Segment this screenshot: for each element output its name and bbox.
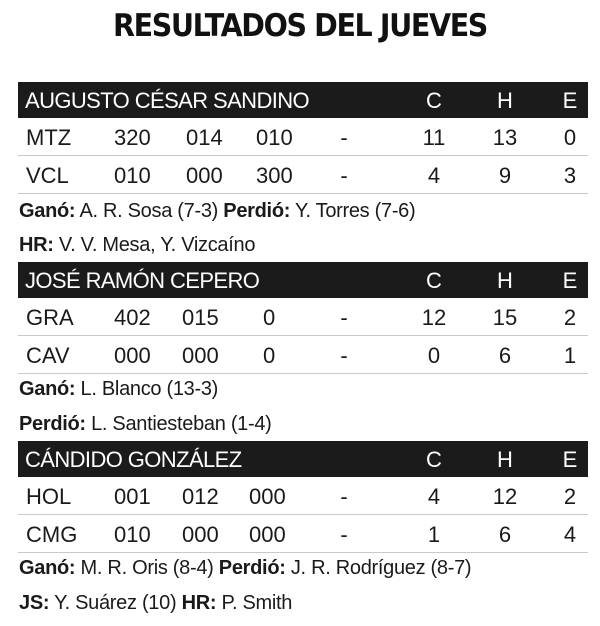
team-name: MTZ — [26, 125, 72, 150]
separator-dash: - — [340, 125, 348, 150]
errors: 2 — [563, 484, 577, 509]
team-name: CAV — [26, 343, 70, 368]
separator-dash: - — [340, 163, 348, 188]
col-header-e: E — [562, 447, 578, 472]
innings-4-6: 014 — [186, 125, 223, 150]
homerun-hitters: V. V. Mesa, Y. Vizcaíno — [58, 234, 256, 256]
venue-name: AUGUSTO CÉSAR SANDINO — [25, 88, 310, 113]
innings-1-3: 320 — [114, 125, 151, 150]
innings-1-3: 000 — [114, 343, 151, 368]
score-row — [18, 156, 588, 194]
runs: 11 — [422, 125, 446, 150]
score-row — [18, 298, 588, 336]
venue-header-bar — [18, 441, 588, 477]
col-header-h: H — [497, 268, 513, 293]
innings-7-9: 0 — [263, 343, 276, 368]
col-header-c: C — [426, 268, 442, 293]
loss-label: Perdió: — [19, 413, 86, 435]
innings-4-6: 012 — [182, 484, 219, 509]
errors: 2 — [563, 305, 577, 330]
innings-4-6: 000 — [182, 522, 219, 547]
errors: 3 — [563, 163, 577, 188]
homerun-note — [19, 234, 255, 257]
innings-1-3: 010 — [114, 163, 151, 188]
hr-label: HR: — [181, 592, 217, 614]
venue-name: CÁNDIDO GONZÁLEZ — [25, 447, 242, 472]
score-row — [18, 515, 588, 553]
save-homerun-note — [19, 592, 292, 615]
separator-dash: - — [340, 305, 348, 330]
team-name: CMG — [26, 522, 78, 547]
winning-pitcher: A. R. Sosa (7-3) — [79, 200, 219, 222]
team-name: GRA — [26, 305, 74, 330]
loss-label: Perdió: — [218, 557, 286, 579]
pitching-note — [19, 378, 218, 401]
col-header-h: H — [497, 88, 513, 113]
hits: 9 — [498, 163, 512, 188]
hits: 6 — [498, 343, 512, 368]
pitching-note — [19, 413, 272, 436]
runs: 4 — [427, 163, 441, 188]
innings-7-9: 000 — [249, 484, 286, 509]
venue-name: JOSÉ RAMÓN CEPERO — [25, 268, 260, 293]
col-header-e: E — [562, 88, 578, 113]
save-label: JS: — [19, 592, 50, 614]
innings-7-9: 010 — [256, 125, 293, 150]
errors: 4 — [563, 522, 577, 547]
hits: 15 — [492, 305, 518, 330]
page-title: RESULTADOS DEL JUEVES — [113, 8, 487, 44]
winning-pitcher: M. R. Oris (8-4) — [80, 557, 214, 579]
col-header-e: E — [562, 268, 578, 293]
innings-4-6: 000 — [186, 163, 223, 188]
col-header-c: C — [426, 447, 442, 472]
hr-label: HR: — [19, 234, 54, 256]
innings-4-6: 000 — [182, 343, 219, 368]
score-row — [18, 336, 588, 374]
col-header-c: C — [426, 88, 442, 113]
runs: 1 — [427, 522, 441, 547]
win-label: Ganó: — [19, 378, 76, 400]
venue-header-bar — [18, 262, 588, 298]
pitching-note — [19, 200, 415, 223]
runs: 0 — [427, 343, 441, 368]
win-label: Ganó: — [19, 200, 76, 222]
homerun-hitters: P. Smith — [221, 592, 293, 614]
innings-4-6: 015 — [182, 305, 219, 330]
separator-dash: - — [340, 343, 348, 368]
runs: 4 — [427, 484, 441, 509]
innings-7-9: 0 — [263, 305, 276, 330]
losing-pitcher: J. R. Rodríguez (8-7) — [290, 557, 472, 579]
win-label: Ganó: — [19, 557, 76, 579]
losing-pitcher: Y. Torres (7-6) — [295, 200, 416, 222]
pitching-note — [19, 557, 471, 580]
losing-pitcher: L. Santiesteban (1-4) — [91, 413, 272, 435]
errors: 0 — [563, 125, 577, 150]
innings-1-3: 010 — [114, 522, 151, 547]
innings-7-9: 000 — [249, 522, 286, 547]
save-pitcher: Y. Suárez (10) — [54, 592, 177, 614]
innings-7-9: 300 — [256, 163, 293, 188]
innings-1-3: 402 — [114, 305, 151, 330]
score-row — [18, 477, 588, 515]
winning-pitcher: L. Blanco (13-3) — [80, 378, 219, 400]
team-name: HOL — [26, 484, 72, 509]
team-name: VCL — [26, 163, 69, 188]
loss-label: Perdió: — [223, 200, 291, 222]
hits: 12 — [492, 484, 518, 509]
venue-header-bar — [18, 82, 588, 118]
innings-1-3: 001 — [114, 484, 151, 509]
hits: 6 — [498, 522, 512, 547]
separator-dash: - — [340, 484, 348, 509]
errors: 1 — [563, 343, 577, 368]
runs: 12 — [421, 305, 447, 330]
col-header-h: H — [497, 447, 513, 472]
separator-dash: - — [340, 522, 348, 547]
score-row — [18, 118, 588, 156]
hits: 13 — [492, 125, 518, 150]
